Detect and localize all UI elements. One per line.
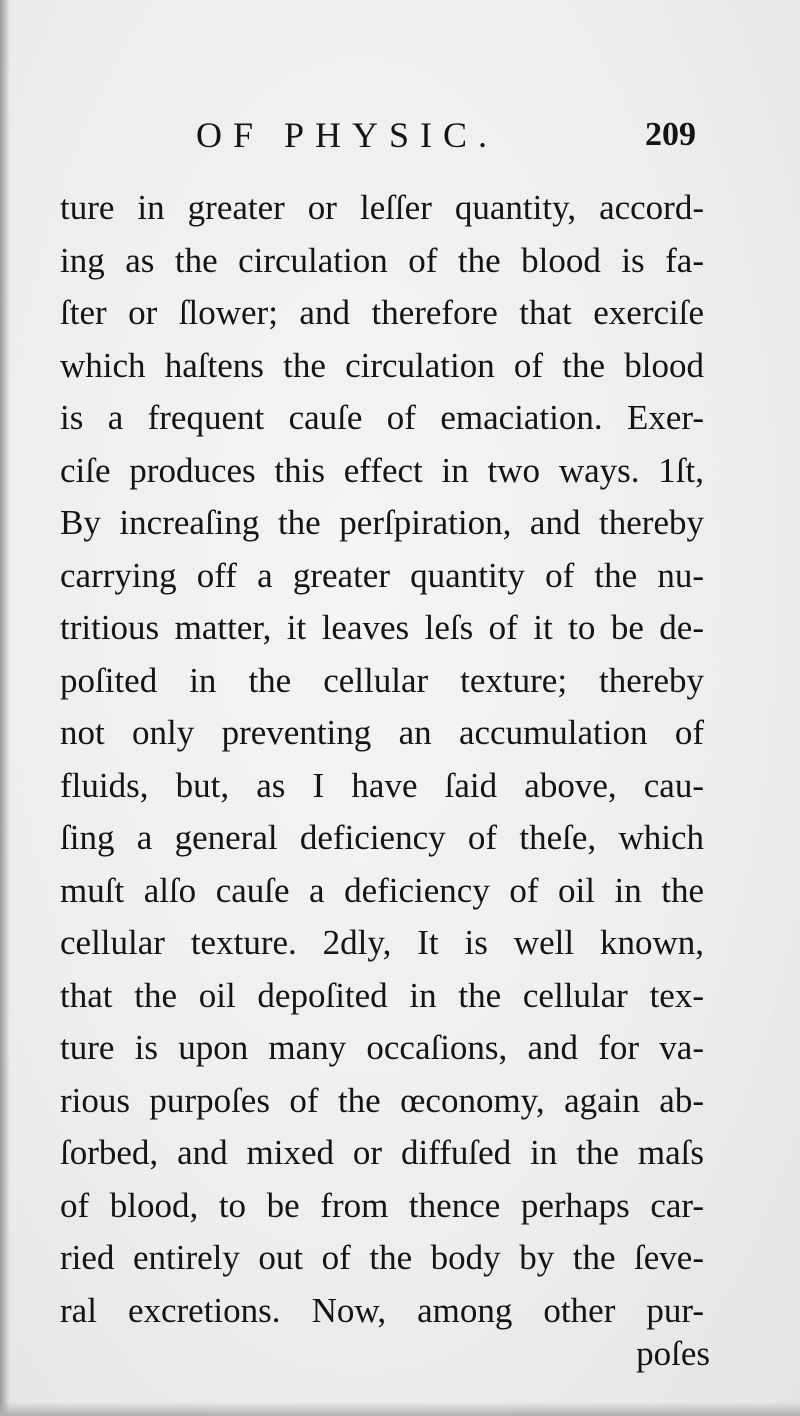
running-head: OF PHYSIC. bbox=[196, 115, 499, 155]
text-line: ing as the circulation of the blood is fa- bbox=[60, 240, 704, 280]
page-header bbox=[62, 110, 702, 160]
page-gutter-shadow bbox=[0, 0, 10, 1416]
text-line: ture in greater or leſſer quantity, accord- bbox=[60, 188, 704, 227]
text-line: ral excretions. Now, among other pur- bbox=[60, 1290, 704, 1330]
text-line: not only preventing an accumulation of bbox=[60, 713, 704, 752]
page-number: 209 bbox=[645, 116, 696, 153]
text-line: tritious matter, it leaves leſs of it to be de- bbox=[60, 608, 704, 647]
text-line: carrying off a greater quantity of the nu- bbox=[60, 555, 704, 595]
text-line: rious purpoſes of the œconomy, again ab- bbox=[60, 1080, 704, 1120]
text-line: is a frequent cauſe of emaciation. Exer- bbox=[60, 398, 704, 437]
text-line: ſter or ſlower; and therefore that exerciſe bbox=[60, 293, 704, 332]
catchword: poſes bbox=[636, 1334, 710, 1373]
text-line: By increaſing the perſpiration, and thereby bbox=[60, 503, 704, 542]
text-line: fluids, but, as I have ſaid above, cau- bbox=[60, 765, 704, 805]
text-line: poſited in the cellular texture; thereby bbox=[60, 660, 704, 700]
text-line: ture is upon many occaſions, and for va- bbox=[60, 1028, 704, 1067]
text-line: ciſe produces this effect in two ways. 1ſt, bbox=[60, 450, 704, 490]
text-line: ried entirely out of the body by the ſeve- bbox=[60, 1238, 704, 1277]
text-line: ſorbed, and mixed or diffuſed in the maſs bbox=[60, 1133, 704, 1172]
text-line: muſt alſo cauſe a deficiency of oil in the bbox=[60, 870, 704, 910]
text-line: of blood, to be from thence perhaps car- bbox=[60, 1185, 704, 1225]
text-line: which haſtens the circulation of the blood bbox=[60, 345, 704, 385]
body-text bbox=[60, 182, 704, 1337]
text-line: ſing a general deficiency of theſe, which bbox=[60, 818, 704, 857]
text-line: that the oil depoſited in the cellular tex- bbox=[60, 975, 704, 1015]
text-line: cellular texture. 2dly, It is well known, bbox=[60, 923, 704, 962]
page-bottom-shadow bbox=[0, 1402, 800, 1416]
